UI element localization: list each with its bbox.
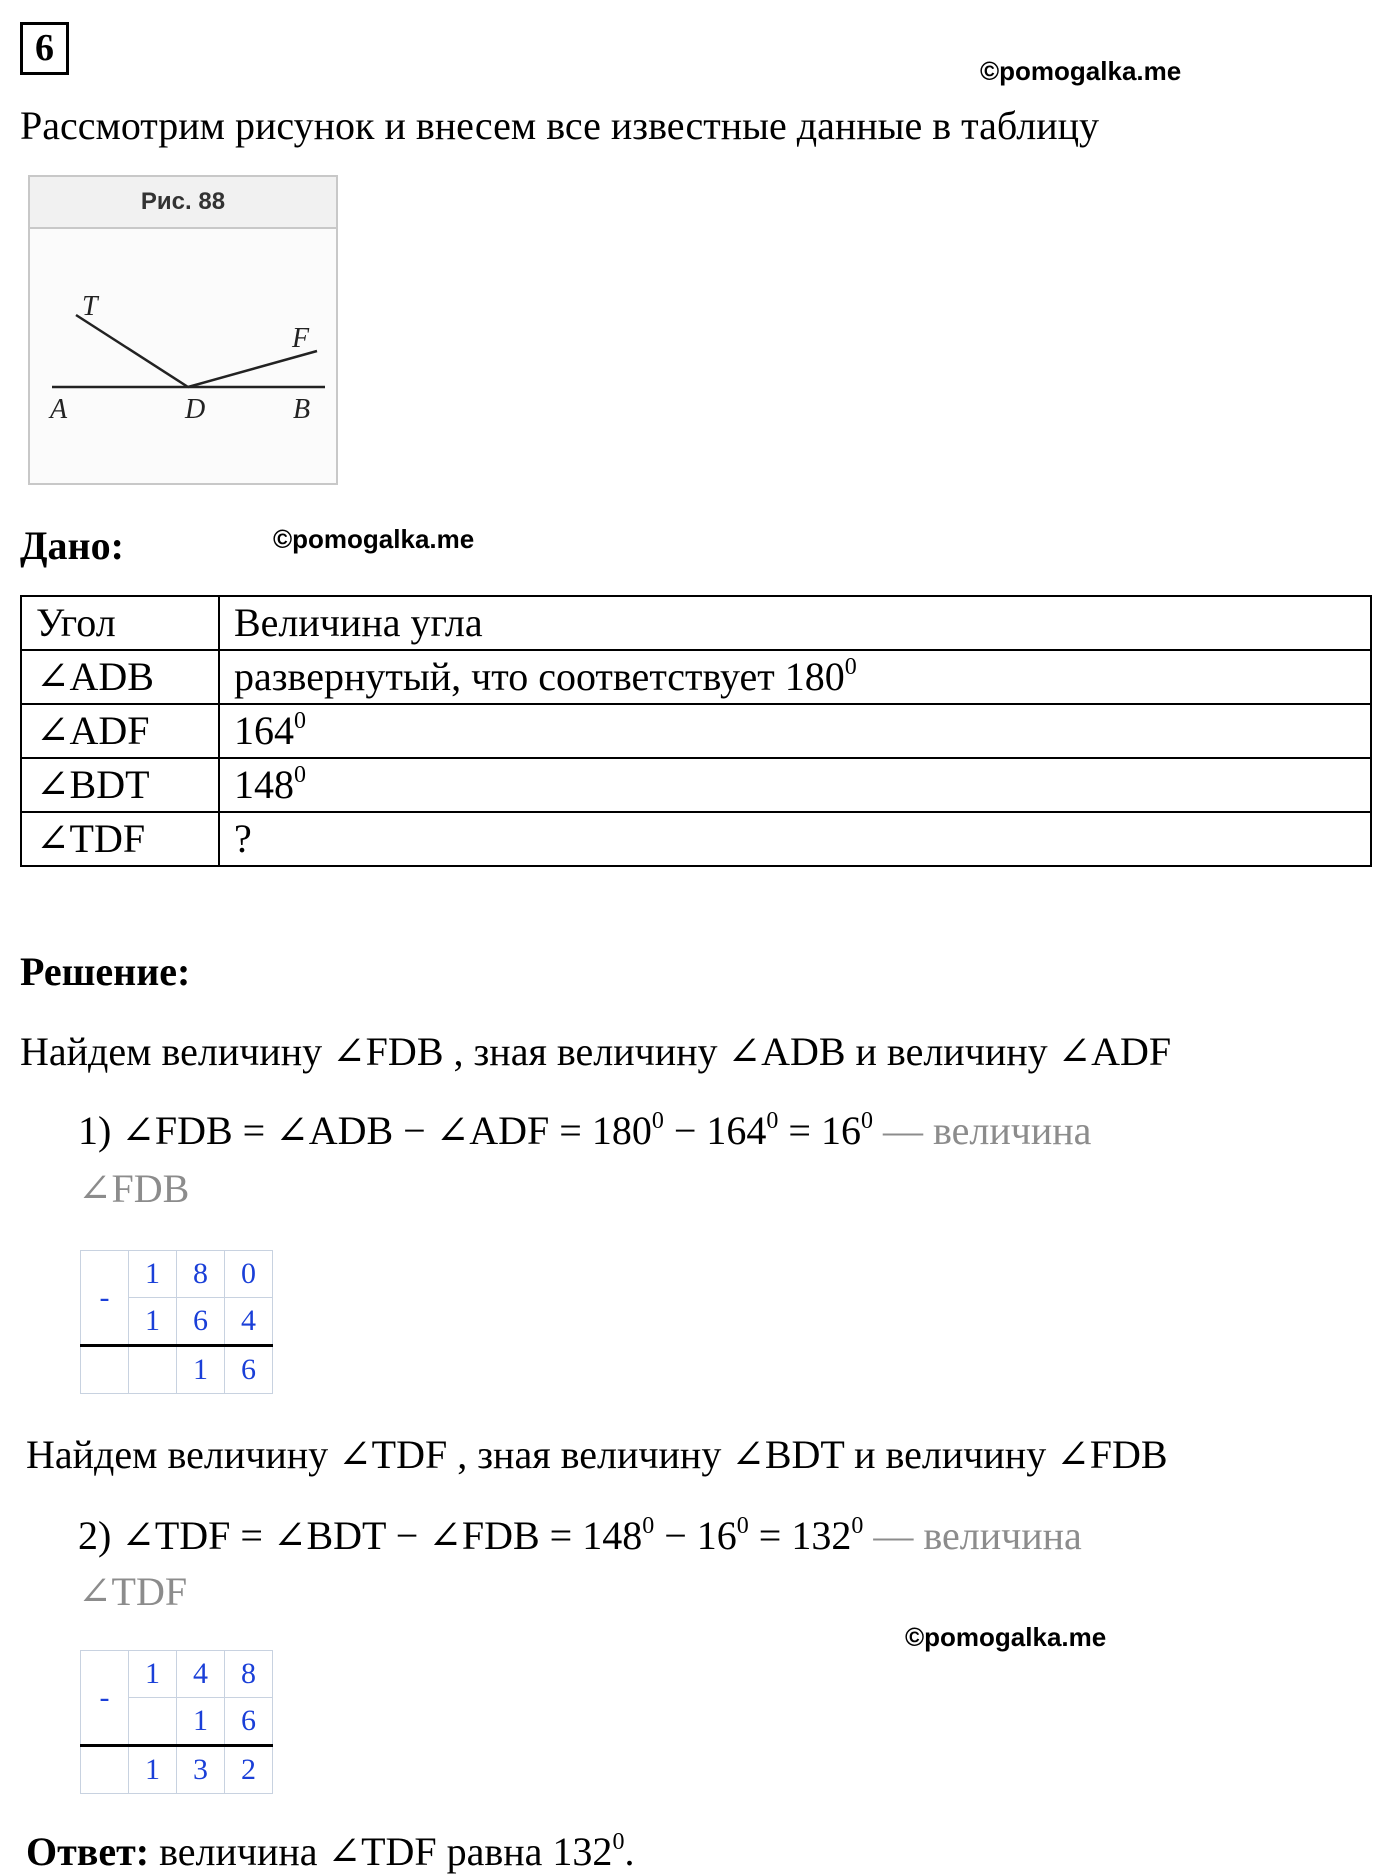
digit: 6 <box>225 1698 273 1746</box>
angle-cell: ∠ADB <box>21 650 219 704</box>
answer-line: Ответ: величина ∠TDF равна $132^0$. <box>26 1829 635 1874</box>
table-row <box>21 758 1371 812</box>
step1-note-angle: ∠FDB <box>78 1166 190 1211</box>
digit: 3 <box>177 1746 225 1794</box>
digit: 1 <box>177 1346 225 1394</box>
digit: 2 <box>225 1746 273 1794</box>
table-row <box>21 812 1371 866</box>
digit: 8 <box>177 1251 225 1298</box>
value-cell: ? <box>219 812 1371 866</box>
step2-intro: Найдем величину ∠TDF , зная величину ∠BDT и величину ∠FDB <box>26 1432 1168 1477</box>
empty-cell <box>81 1346 129 1394</box>
minus-sign: - <box>81 1651 129 1746</box>
header-value: Величина угла <box>219 596 1371 650</box>
value-cell: $148^0$ <box>219 758 1371 812</box>
empty-cell <box>81 1746 129 1794</box>
digit <box>129 1346 177 1394</box>
label-d: D <box>185 394 206 425</box>
digit: 1 <box>129 1651 177 1698</box>
angle-cell: ∠BDT <box>21 758 219 812</box>
digit <box>129 1698 177 1746</box>
digit: 6 <box>177 1298 225 1346</box>
step2-equation: 2) ∠TDF = ∠BDT − ∠FDB = $148^0 - 16^0 = 132^0$ — величина <box>78 1513 1082 1558</box>
table-header-row <box>21 596 1371 650</box>
figure-caption: Рис. 88 <box>30 177 336 229</box>
column-subtraction-1 <box>80 1250 273 1394</box>
digit: 1 <box>129 1251 177 1298</box>
label-f: F <box>292 323 310 354</box>
angle-cell: ∠TDF <box>21 812 219 866</box>
intro-text: Рассмотрим рисунок и внесем все известные данные в таблицу <box>20 103 1100 148</box>
digit: 1 <box>129 1746 177 1794</box>
watermark-top: ©pomogalka.me <box>980 56 1182 86</box>
given-heading: Дано: <box>20 523 124 568</box>
task-number: 6 <box>20 22 69 75</box>
digit: 1 <box>177 1698 225 1746</box>
answer-label: Ответ: <box>26 1829 150 1874</box>
column-subtraction-2 <box>80 1650 273 1794</box>
given-table <box>20 595 1372 867</box>
digit: 6 <box>225 1346 273 1394</box>
label-b: B <box>293 394 311 425</box>
digit: 8 <box>225 1651 273 1698</box>
table-row <box>21 650 1371 704</box>
digit: 1 <box>129 1298 177 1346</box>
angle-cell: ∠ADF <box>21 704 219 758</box>
minus-sign: - <box>81 1251 129 1346</box>
ray-dt <box>76 315 188 387</box>
value-cell: $164^0$ <box>219 704 1371 758</box>
ray-df <box>188 351 317 387</box>
header-angle: Угол <box>21 596 219 650</box>
value-cell: развернутый, что соответствует $180^0$ <box>219 650 1371 704</box>
angle-diagram <box>30 177 340 487</box>
digit: 4 <box>177 1651 225 1698</box>
label-a: A <box>50 394 68 425</box>
digit: 0 <box>225 1251 273 1298</box>
figure-88 <box>28 175 338 485</box>
label-t: T <box>82 291 98 322</box>
step2-note-angle: ∠TDF <box>78 1569 188 1614</box>
table-row <box>21 704 1371 758</box>
solution-heading: Решение: <box>20 949 191 994</box>
watermark-bottom: ©pomogalka.me <box>905 1622 1107 1652</box>
step1-intro: Найдем величину ∠FDB , зная величину ∠ADB и величину ∠ADF <box>20 1029 1172 1074</box>
digit: 4 <box>225 1298 273 1346</box>
step1-equation: 1) ∠FDB = ∠ADB − ∠ADF = $180^0 - 164^0 = 16^0$ — величина <box>78 1108 1092 1153</box>
watermark-middle: ©pomogalka.me <box>273 524 475 554</box>
